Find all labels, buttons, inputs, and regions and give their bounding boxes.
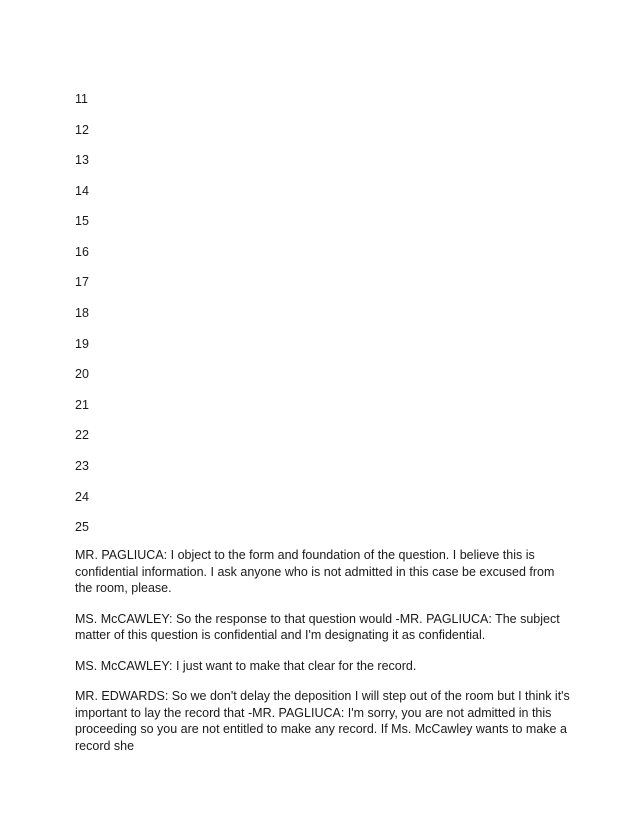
line-number: 11 bbox=[75, 92, 88, 106]
transcript-paragraph: MS. McCAWLEY: So the response to that question would -MR. PAGLIUCA: The subject matter of this question is confidential and I'm designating it as confidential. bbox=[75, 611, 560, 642]
line-number: 25 bbox=[75, 520, 89, 535]
line-number: 17 bbox=[75, 275, 89, 290]
line-number: 14 bbox=[75, 183, 89, 198]
line-number: 15 bbox=[75, 214, 89, 229]
line-number: 24 bbox=[75, 489, 89, 504]
line-number: 21 bbox=[75, 397, 89, 412]
line-number: 23 bbox=[75, 458, 89, 473]
line-number-column bbox=[75, 91, 89, 550]
transcript-body bbox=[75, 547, 575, 768]
transcript-paragraph: MR. PAGLIUCA: I object to the form and foundation of the question. I believe this is confidential information. I ask anyone who is not admitted in this case be excused from the room, please. bbox=[75, 548, 555, 595]
transcript-paragraph: MS. McCAWLEY: I just want to make that clear for the record. bbox=[75, 658, 417, 673]
line-number: 12 bbox=[75, 122, 89, 137]
line-number: 18 bbox=[75, 306, 89, 321]
line-number: 19 bbox=[75, 336, 89, 351]
line-number: 13 bbox=[75, 153, 89, 168]
line-number: 16 bbox=[75, 244, 89, 259]
transcript-paragraph: MR. EDWARDS: So we don't delay the deposition I will step out of the room but I think it's important to lay the record that -MR. PAGLIUCA: I'm sorry, you are not admitted in this proceeding so you are not entitled to make any record. If Ms. McCawley wants to make a record she bbox=[75, 689, 570, 753]
line-number: 22 bbox=[75, 428, 89, 443]
line-number: 20 bbox=[75, 367, 89, 382]
